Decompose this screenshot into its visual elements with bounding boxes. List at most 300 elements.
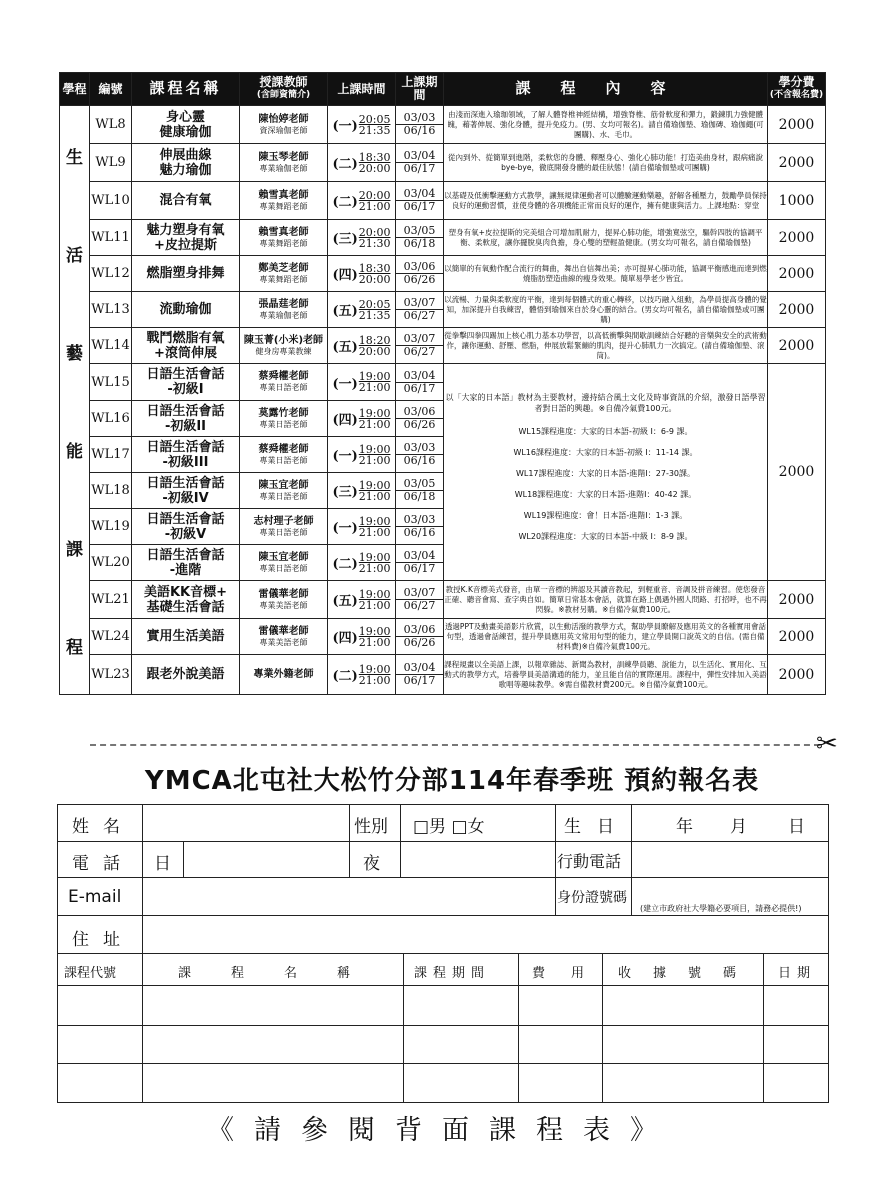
birthday-label: 生日 xyxy=(564,817,630,837)
class-time xyxy=(328,437,396,473)
end-date: 06/16 xyxy=(403,526,436,539)
teacher-name: 陳玉宜老師 xyxy=(258,479,309,491)
end-date: 06/27 xyxy=(403,309,436,322)
japanese-desc-line: WL20課程進度：大家的日本語-中級 I：8-9 課。 xyxy=(518,532,693,541)
class-time xyxy=(328,328,396,364)
course-code: WL24 xyxy=(90,619,132,655)
course-description: 從內到外、從簡單到進階，柔軟您的身體、釋壓身心、強化心肺功能！打造美曲身材，跟病痛說bye-bye，徹底開發身體的最佳狀態！(請自備瑜伽墊或可團購) xyxy=(444,144,768,182)
category-char: 生 xyxy=(66,147,83,168)
course-name xyxy=(132,509,240,545)
weekday: (五) xyxy=(332,594,358,609)
course-code: WL13 xyxy=(90,292,132,328)
course-row xyxy=(60,292,826,328)
end-date: 06/27 xyxy=(403,345,436,358)
start-date: 03/07 xyxy=(396,587,443,600)
teacher-title: 專業日語老師 xyxy=(259,383,308,392)
start-date: 03/04 xyxy=(396,370,443,383)
teacher-cell xyxy=(240,473,328,509)
header-fee: 學分費 (不含報名費) xyxy=(768,73,826,106)
end-date: 06/18 xyxy=(403,237,436,250)
course-name xyxy=(132,144,240,182)
col-course-period: 課程期間 xyxy=(414,966,491,981)
japanese-desc-line: 以「大家的日本語」教材為主要教材，邊持結合風土文化及時事資訊的介紹，激發日語學習者對日語的興趣。※自備冷氣費100元。 xyxy=(445,393,766,413)
category-char: 程 xyxy=(66,637,83,658)
class-period xyxy=(396,106,444,144)
end-time: 20:00 xyxy=(358,272,391,286)
address-field[interactable] xyxy=(144,917,826,951)
category-char: 活 xyxy=(66,245,83,266)
header-content: 課程內容 xyxy=(444,73,768,106)
col-course-name: 課程名稱 xyxy=(178,966,391,981)
header-category: 學程 xyxy=(60,73,90,106)
teacher-title: 專業日語老師 xyxy=(259,527,308,537)
header-name: 課程名稱 xyxy=(132,73,240,106)
course-code: WL15 xyxy=(90,364,132,401)
end-date: 06/18 xyxy=(403,490,436,503)
teacher-cell xyxy=(240,545,328,581)
course-row xyxy=(60,256,826,292)
course-name xyxy=(132,437,240,473)
start-time: 19:00 xyxy=(358,478,391,492)
category-cell xyxy=(60,106,90,695)
course-row xyxy=(60,655,826,695)
phone-night-label: 夜 xyxy=(363,854,380,874)
teacher-name: 志村理子老師 xyxy=(253,515,314,527)
end-time: 20:00 xyxy=(358,344,391,358)
course-name-line2: -初級III xyxy=(162,454,209,470)
course-entry-row[interactable] xyxy=(58,986,828,1024)
course-name-line1: 美語KK音標+ xyxy=(143,584,228,600)
start-time: 18:30 xyxy=(358,150,391,164)
course-code: WL8 xyxy=(90,106,132,144)
course-code: WL12 xyxy=(90,256,132,292)
weekday: (四) xyxy=(332,268,358,283)
end-time: 21:00 xyxy=(358,525,391,539)
course-name xyxy=(132,364,240,401)
start-time: 20:00 xyxy=(358,225,391,239)
start-date: 03/03 xyxy=(396,112,443,125)
teacher-name: 蔡舜權老師 xyxy=(258,371,309,382)
class-period xyxy=(396,437,444,473)
end-time: 21:35 xyxy=(358,308,391,322)
teacher-cell xyxy=(240,256,328,292)
end-date: 06/27 xyxy=(403,599,436,612)
course-name xyxy=(132,220,240,256)
teacher-name: 雷儀華老師 xyxy=(258,625,309,637)
phone-day-label: 日 xyxy=(154,854,171,874)
address-label: 住址 xyxy=(72,930,134,950)
cut-line xyxy=(90,744,820,746)
start-time: 19:00 xyxy=(358,662,391,676)
japanese-desc-line: WL18課程進度：大家的日本語-進階I：40-42 課。 xyxy=(514,490,697,499)
teacher-name: 陳玉菁(小米)老師 xyxy=(243,334,324,346)
end-time: 21:00 xyxy=(358,561,391,575)
teacher-name: 鄭美芝老師 xyxy=(258,262,309,274)
end-time: 21:00 xyxy=(358,381,391,394)
name-field[interactable] xyxy=(144,807,347,839)
start-date: 03/05 xyxy=(396,478,443,491)
course-name-line2: +滾筒伸展 xyxy=(154,345,217,361)
teacher-title: 專業日語老師 xyxy=(259,563,308,573)
end-time: 21:00 xyxy=(358,489,391,503)
course-name xyxy=(132,106,240,144)
course-description: 透過PPT及動畫美語影片欣賞，以生動活潑的教學方式，幫助學員瞭解及應用英文的各種實用會話句型，透過會話練習，提升學員應用英文常用句型的能力，建立學員開口說英文的自信。(需自備材料費)※自備冷氣費100元。 xyxy=(444,619,768,655)
end-time: 21:00 xyxy=(358,598,391,612)
class-time xyxy=(328,292,396,328)
course-code: WL14 xyxy=(90,328,132,364)
gender-label: 性別 xyxy=(354,817,388,837)
teacher-title: 健身房專業教練 xyxy=(255,346,312,356)
end-time: 21:00 xyxy=(358,199,391,213)
course-row xyxy=(60,328,826,364)
start-time: 18:20 xyxy=(358,333,391,347)
course-name-line1: 流動瑜伽 xyxy=(159,302,212,317)
course-name xyxy=(132,401,240,437)
start-date: 03/06 xyxy=(396,624,443,637)
class-time xyxy=(328,581,396,619)
start-date: 03/06 xyxy=(396,406,443,419)
class-period xyxy=(396,401,444,437)
course-name xyxy=(132,545,240,581)
start-date: 03/04 xyxy=(396,188,443,201)
birth-day: 日 xyxy=(788,817,805,837)
class-time xyxy=(328,473,396,509)
japanese-desc-line: WL17課程進度：大家的日本語-進階I：27-30課。 xyxy=(515,469,696,478)
weekday: (一) xyxy=(332,376,358,392)
course-code: WL20 xyxy=(90,545,132,581)
start-time: 20:00 xyxy=(358,188,391,202)
end-date: 06/17 xyxy=(403,381,436,395)
class-period xyxy=(396,619,444,655)
weekday: (二) xyxy=(332,157,358,172)
course-code: WL16 xyxy=(90,401,132,437)
course-name xyxy=(132,473,240,509)
teacher-name: 莫露竹老師 xyxy=(258,407,309,419)
course-description: 塑身有氧+皮拉提斯的完美組合可增加肌耐力，提昇心肺功能，增強寬弦空，驅幹四肢的協調平衡、柔軟度，讓你擺脫臭肉負擔，身心雙的塑輕盈健康。(男女均可報名，請自備瑜伽墊) xyxy=(444,220,768,256)
end-time: 21:30 xyxy=(358,236,391,250)
col-fee: 費用 xyxy=(532,966,611,981)
course-name-line2: -初級II xyxy=(164,418,207,434)
name-label: 姓名 xyxy=(72,817,134,837)
teacher-cell xyxy=(240,619,328,655)
end-time: 21:00 xyxy=(358,453,391,467)
course-fee: 2000 xyxy=(768,328,826,364)
weekday: (一) xyxy=(332,119,358,134)
teacher-cell xyxy=(240,106,328,144)
class-period xyxy=(396,182,444,220)
header-teacher: 授課教師 (含師資簡介) xyxy=(240,73,328,106)
course-name xyxy=(132,292,240,328)
course-fee: 2000 xyxy=(768,655,826,695)
course-fee: 2000 xyxy=(768,106,826,144)
birth-year: 年 xyxy=(676,817,693,837)
class-period xyxy=(396,509,444,545)
course-description: 以基礎及低衝擊運動方式教學，讓無規律運動者可以體驗運動樂趣，舒解各種壓力，鼓勵學員保持良好的運動習慣，並使身體的各項機能正常而良好的運作，擁有健康與活力。上課地點：穿堂 xyxy=(444,182,768,220)
course-name-line1: 日語生活會話 xyxy=(146,547,225,563)
start-time: 19:00 xyxy=(358,406,391,420)
phone-label: 電話 xyxy=(72,854,134,874)
col-receipt-no: 收據號碼 xyxy=(618,966,759,981)
course-name-line1: 燃脂塑身排舞 xyxy=(146,266,225,281)
course-code: WL17 xyxy=(90,437,132,473)
header-time: 上課時間 xyxy=(328,73,396,106)
id-note: (建立市政府社大學籍必要項目，請務必提供!) xyxy=(640,904,802,913)
weekday: (五) xyxy=(332,304,358,319)
start-date: 03/04 xyxy=(396,662,443,675)
end-date: 06/26 xyxy=(403,636,436,649)
course-code: WL19 xyxy=(90,509,132,545)
end-date: 06/16 xyxy=(403,454,436,467)
weekday: (一) xyxy=(332,449,358,464)
japanese-course-fee: 2000 xyxy=(768,364,826,581)
teacher-cell xyxy=(240,182,328,220)
footer-note: 《請參閱背面課程表》 xyxy=(207,1115,677,1146)
teacher-name: 陳玉琴老師 xyxy=(258,151,309,163)
teacher-cell xyxy=(240,401,328,437)
class-period xyxy=(396,545,444,581)
start-time: 19:00 xyxy=(358,370,391,383)
teacher-cell xyxy=(240,292,328,328)
course-fee: 2000 xyxy=(768,581,826,619)
teacher-cell xyxy=(240,437,328,473)
course-fee: 2000 xyxy=(768,292,826,328)
course-name-line2: -初級V xyxy=(164,526,207,542)
course-entry-row[interactable] xyxy=(58,1064,828,1101)
teacher-title: 專業美語老師 xyxy=(259,600,308,610)
class-period xyxy=(396,364,444,401)
course-name-line2: 健康瑜伽 xyxy=(159,124,212,140)
class-time xyxy=(328,220,396,256)
course-name-line1: 身心靈 xyxy=(165,109,205,125)
course-table xyxy=(59,72,826,695)
course-description: 課程規畫以全美語上課，以報章雜誌、新聞為教材，訓練學員聽、說能力，以生活化、實用化、互動式的教學方式，培養學員美語溝通的能力，並且能自信的實際運用。課程中，彈性安排加入美語歌唱等趣味教學。※需自備教材費200元。※自備冷氣費100元。 xyxy=(444,655,768,695)
course-name-line1: 魅力塑身有氧 xyxy=(146,222,225,238)
course-name xyxy=(132,328,240,364)
japanese-desc-line: WL15課程進度：大家的日本語-初級 I：6-9 課。 xyxy=(518,427,693,436)
start-time: 20:05 xyxy=(358,297,391,311)
course-name xyxy=(132,655,240,695)
mobile-field[interactable] xyxy=(633,843,826,875)
course-fee: 2000 xyxy=(768,256,826,292)
start-date: 03/06 xyxy=(396,261,443,274)
japanese-desc-line: WL16課程進度：大家的日本語-初級 I：11-14 課。 xyxy=(513,448,698,457)
course-row xyxy=(60,106,826,144)
category-char: 藝 xyxy=(66,343,83,364)
course-description: 從拳擊四拳四踢加上核心肌力基本功學習，以高低衝擊與間歇訓練結合好聽的音樂與安全的武術動作，讓你運動、舒壓、燃脂，伸展放鬆緊繃的肌肉，提升心肺肌力一次搞定。(請自備瑜伽墊、滾筒)。 xyxy=(444,328,768,364)
end-date: 06/17 xyxy=(403,162,436,175)
weekday: (二) xyxy=(332,669,358,684)
class-period xyxy=(396,581,444,619)
course-code: WL11 xyxy=(90,220,132,256)
weekday: (二) xyxy=(332,195,358,210)
course-description: 由淺而深進入瑜珈領域，了解人體脊椎神經結構，增強脊椎、筋骨軟度和彈力，鍛鍊肌力強健體魄，藉著伸展、強化身體，提升免疫力。(男、女均可報名)。請自備瑜伽墊、瑜伽磚、瑜伽繩(可團購)、水、毛巾。 xyxy=(444,106,768,144)
course-name-line2: -進階 xyxy=(169,562,202,578)
start-time: 19:00 xyxy=(358,550,391,564)
teacher-title: 專業日語老師 xyxy=(259,491,308,501)
weekday: (五) xyxy=(332,340,358,355)
weekday: (一) xyxy=(332,521,358,536)
course-entry-row[interactable] xyxy=(58,1026,828,1062)
teacher-title: 專業美語老師 xyxy=(259,637,308,647)
start-time: 18:30 xyxy=(358,261,391,275)
course-code: WL21 xyxy=(90,581,132,619)
course-row xyxy=(60,144,826,182)
start-date: 03/05 xyxy=(396,225,443,238)
weekday: (三) xyxy=(332,485,358,500)
course-description: 以簡單的有氧動作配合流行的舞曲，舞出自信舞出美；亦可提昇心肺功能，協調平衡感進而達到燃燒脂肪塑造曲線的瘦身效果。簡單易學老少皆宜。 xyxy=(444,256,768,292)
course-name-line1: 跟老外說美語 xyxy=(146,667,225,682)
teacher-title: 專業日語老師 xyxy=(259,455,308,465)
start-time: 20:05 xyxy=(358,112,391,126)
course-fee: 2000 xyxy=(768,144,826,182)
teacher-name: 陳怡婷老師 xyxy=(258,113,309,125)
course-name-line2: 魅力瑜伽 xyxy=(159,162,212,178)
scissors-icon: ✂ xyxy=(816,729,838,759)
class-period xyxy=(396,144,444,182)
start-time: 19:00 xyxy=(358,442,391,456)
teacher-name: 賴雪真老師 xyxy=(258,226,309,238)
class-time xyxy=(328,144,396,182)
teacher-name: 陳玉宜老師 xyxy=(258,551,309,563)
course-code: WL10 xyxy=(90,182,132,220)
end-date: 06/26 xyxy=(403,418,436,431)
teacher-name: 張晶莛老師 xyxy=(258,298,309,310)
end-time: 21:35 xyxy=(358,123,391,137)
class-time xyxy=(328,401,396,437)
course-name-line2: -初級IV xyxy=(162,490,209,506)
japanese-course-description xyxy=(444,364,768,581)
teacher-title: 專業舞蹈老師 xyxy=(259,274,308,284)
teacher-title: 專業瑜伽老師 xyxy=(259,163,308,173)
teacher-name: 雷儀華老師 xyxy=(258,588,309,600)
course-code: WL18 xyxy=(90,473,132,509)
start-date: 03/03 xyxy=(396,442,443,455)
course-row xyxy=(60,182,826,220)
course-body xyxy=(60,106,826,695)
course-name-line1: 日語生活會話 xyxy=(146,475,225,491)
course-code: WL23 xyxy=(90,655,132,695)
teacher-name: 蔡舜權老師 xyxy=(258,443,309,455)
course-fee: 2000 xyxy=(768,220,826,256)
japanese-desc-line: WL19課程進度：會！日本語-進階I：1-3 課。 xyxy=(523,511,688,520)
course-name-line1: 日語生活會話 xyxy=(146,439,225,455)
course-row xyxy=(60,364,826,401)
weekday: (四) xyxy=(332,413,358,428)
teacher-cell xyxy=(240,144,328,182)
course-name-line1: 日語生活會話 xyxy=(146,403,225,419)
course-name-line2: 基礎生活會話 xyxy=(146,599,225,615)
teacher-name: 專業外籍老師 xyxy=(253,668,314,680)
end-date: 06/17 xyxy=(403,562,436,575)
end-date: 06/16 xyxy=(403,124,436,137)
end-date: 06/17 xyxy=(403,674,436,687)
course-row xyxy=(60,619,826,655)
teacher-cell xyxy=(240,328,328,364)
teacher-title: 專業舞蹈老師 xyxy=(259,238,308,248)
teacher-title: 專業日語老師 xyxy=(259,419,308,429)
course-name-line2: +皮拉提斯 xyxy=(154,237,217,253)
class-period xyxy=(396,328,444,364)
course-row xyxy=(60,220,826,256)
course-name-line1: 日語生活會話 xyxy=(146,367,225,382)
course-name xyxy=(132,182,240,220)
class-time xyxy=(328,655,396,695)
category-char: 課 xyxy=(66,539,83,560)
start-date: 03/07 xyxy=(396,297,443,310)
email-label: E-mail xyxy=(68,887,122,907)
category-char: 能 xyxy=(66,441,83,462)
teacher-name: 賴雪真老師 xyxy=(258,189,309,201)
phone-day-field[interactable] xyxy=(185,843,347,875)
weekday: (二) xyxy=(332,557,358,572)
class-time xyxy=(328,619,396,655)
course-name-line1: 戰鬥燃脂有氧 xyxy=(146,330,225,346)
col-date: 日期 xyxy=(778,966,817,981)
course-name xyxy=(132,256,240,292)
class-time xyxy=(328,509,396,545)
teacher-cell xyxy=(240,220,328,256)
id-label: 身份證號碼 xyxy=(557,890,627,906)
course-name xyxy=(132,581,240,619)
course-name-line1: 伸展曲線 xyxy=(159,147,212,163)
email-field[interactable] xyxy=(144,879,553,913)
class-period xyxy=(396,256,444,292)
teacher-title: 專業舞蹈老師 xyxy=(259,201,308,211)
end-time: 20:00 xyxy=(358,161,391,175)
teacher-title: 資深瑜伽老師 xyxy=(259,125,308,135)
start-date: 03/04 xyxy=(396,550,443,563)
course-name-line1: 混合有氧 xyxy=(159,193,212,208)
teacher-cell xyxy=(240,581,328,619)
course-name-line1: 實用生活美語 xyxy=(146,629,225,644)
start-date: 03/07 xyxy=(396,333,443,346)
class-period xyxy=(396,220,444,256)
class-period xyxy=(396,292,444,328)
class-period xyxy=(396,473,444,509)
class-period xyxy=(396,655,444,695)
end-date: 06/26 xyxy=(403,273,436,286)
registration-form xyxy=(57,804,829,1103)
mobile-label: 行動電話 xyxy=(557,852,622,871)
start-date: 03/03 xyxy=(396,514,443,527)
end-time: 21:00 xyxy=(358,417,391,431)
course-name xyxy=(132,619,240,655)
gender-options[interactable]: □男 □女 xyxy=(413,817,485,837)
header-period: 上課期間 xyxy=(396,73,444,106)
course-code: WL9 xyxy=(90,144,132,182)
form-title: YMCA北屯社大松竹分部114年春季班 預約報名表 xyxy=(144,766,760,796)
course-description: 以流暢、力量與柔軟度的平衡，達到每個體式的重心轉移，以技巧融入組動，為學員提高身體的覺知，加深提升自我練習，體悟到瑜伽來自於身心靈的結合。(男女均可報名，請自備瑜伽墊或可團購) xyxy=(444,292,768,328)
course-fee: 1000 xyxy=(768,182,826,220)
course-name-line1: 日語生活會話 xyxy=(146,511,225,527)
start-time: 19:00 xyxy=(358,624,391,638)
course-fee: 2000 xyxy=(768,619,826,655)
teacher-cell xyxy=(240,509,328,545)
phone-night-field[interactable] xyxy=(402,843,553,875)
start-time: 19:00 xyxy=(358,514,391,528)
birth-month: 月 xyxy=(730,817,747,837)
course-description: 教授K.K音標美式發音，由單一音標的辨認及其讀音教起，到輕重音、音調及拼音練習。使您發音正確、聽音會寫、查字典自如。簡單日常基本會話，就算在路上偶遇外國人問路、打招呼，也不再閃躲。※教材另購。※自備冷氣費100元。 xyxy=(444,581,768,619)
start-time: 19:00 xyxy=(358,587,391,601)
end-time: 21:00 xyxy=(358,635,391,649)
end-date: 06/17 xyxy=(403,200,436,213)
teacher-cell xyxy=(240,364,328,401)
teacher-cell xyxy=(240,655,328,695)
class-time xyxy=(328,545,396,581)
col-course-code: 課程代號 xyxy=(64,966,117,981)
class-time xyxy=(328,106,396,144)
course-row xyxy=(60,581,826,619)
